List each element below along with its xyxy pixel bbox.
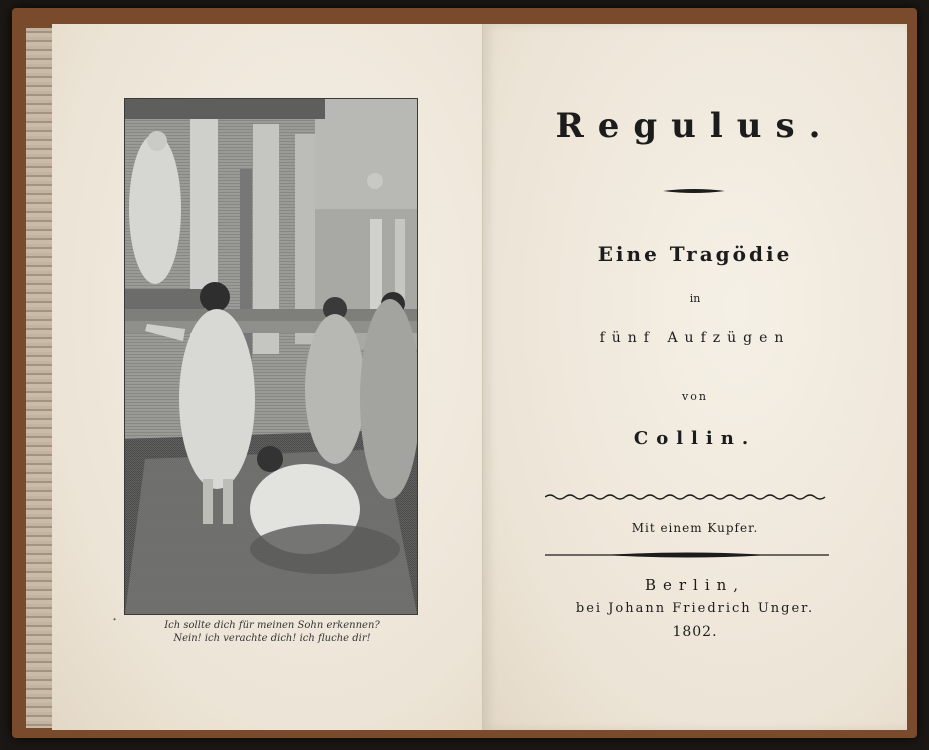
subtitle: Eine Tragödie	[597, 242, 793, 266]
engraving-illustration	[125, 99, 417, 614]
acts-line: fünf Aufzügen	[599, 330, 791, 346]
caption-line-1: Ich sollte dich für meinen Sohn erkennen?	[164, 620, 380, 631]
engraver-signature: ✦	[112, 617, 117, 623]
open-book	[12, 8, 917, 738]
ornament-rule-long	[545, 551, 829, 559]
caption-line-2: Nein! ich verachte dich! ich fluche dir!	[173, 633, 371, 644]
wavy-rule-top	[545, 493, 829, 501]
right-page-title	[483, 24, 907, 730]
publication-year: 1802.	[672, 624, 718, 640]
worn-spine-edge	[26, 28, 52, 728]
publication-city: Berlin,	[644, 576, 746, 594]
plate-caption	[112, 619, 432, 645]
by-line: von	[682, 390, 708, 403]
engraving-plate	[124, 98, 418, 615]
publisher: bei Johann Friedrich Unger.	[575, 601, 815, 616]
ornament-rule-short	[663, 188, 725, 194]
subtitle-in: in	[689, 292, 701, 305]
author-name: Collin.	[633, 428, 757, 449]
book-title: Regulus.	[555, 106, 835, 146]
left-page-frontispiece	[52, 24, 483, 730]
plate-note: Mit einem Kupfer.	[631, 521, 759, 535]
